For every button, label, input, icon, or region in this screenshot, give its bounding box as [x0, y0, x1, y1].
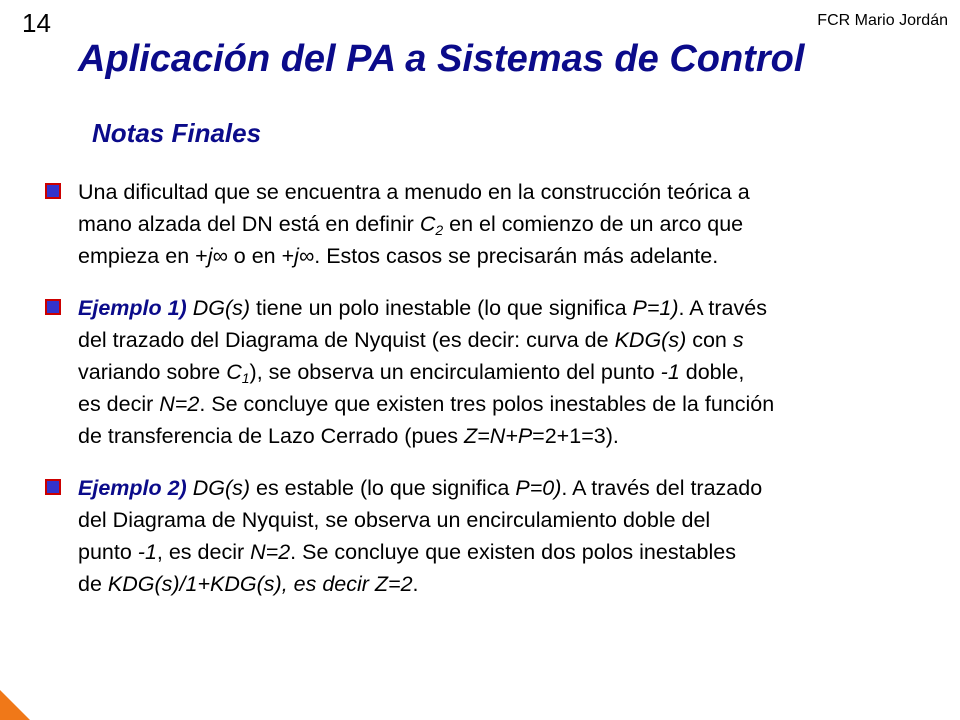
math-symbol: j∞ [207, 244, 228, 268]
bullet-line [78, 176, 950, 208]
text-run: del Diagrama de Nyquist, se observa un encirculamiento doble del [78, 508, 711, 532]
slide-subtitle: Notas Finales [92, 118, 262, 148]
bullet-item-1 [45, 176, 950, 272]
text-run: del trazado del Diagrama de Nyquist (es decir: curva de [78, 328, 615, 352]
bullet-line [78, 240, 950, 272]
text-run: Una dificultad que se encuentra a menudo en la construcción teórica a [78, 180, 750, 204]
math-expression: DG(s) [192, 476, 251, 500]
text-run: con [686, 328, 733, 352]
text-run: empieza en + [78, 244, 208, 268]
text-run: de transferencia de Lazo Cerrado (pues [78, 424, 465, 448]
bullet-line [78, 420, 950, 452]
text-run: . [412, 572, 419, 596]
text-run: de [78, 572, 108, 596]
text-run: en el comienzo de un arco que [443, 212, 744, 236]
square-bullet-icon [45, 479, 61, 495]
bullet-line [78, 568, 950, 600]
math-symbol: j∞ [294, 244, 315, 268]
bullet-line [78, 504, 950, 536]
text-run: . Se concluye que existen tres polos inestables de la función [199, 392, 775, 416]
math-expression: KDG(s)/1+KDG(s), es decir Z=2 [107, 572, 413, 596]
square-bullet-icon [45, 299, 61, 315]
text-run: es decir [78, 392, 160, 416]
bullet-item-3 [45, 472, 950, 600]
text-run: . A través [678, 296, 767, 320]
math-expression: KDG(s) [614, 328, 687, 352]
text-run: mano alzada del DN está en definir [78, 212, 420, 236]
text-run: . A través del trazado [561, 476, 763, 500]
math-expression: DG(s) [192, 296, 251, 320]
text-run: , es decir [156, 540, 251, 564]
math-symbol: C [226, 360, 242, 384]
corner-decoration [0, 690, 30, 720]
example-label: Ejemplo 2) [78, 476, 187, 500]
math-subscript: 2 [435, 222, 444, 238]
text-run: ), se observa un encirculamiento del punto [249, 360, 661, 384]
text-run: es estable (lo que significa [250, 476, 516, 500]
bullet-line [78, 472, 950, 504]
bullet-item-2 [45, 292, 950, 452]
square-bullet-icon [45, 183, 61, 199]
math-expression: -1 [137, 540, 157, 564]
bullet-line [78, 208, 950, 240]
text-run: tiene un polo inestable (lo que significa [250, 296, 633, 320]
bullet-line [78, 292, 950, 324]
math-expression: N=2 [159, 392, 200, 416]
slide-number: 14 [22, 8, 51, 38]
author-label: FCR Mario Jordán [817, 12, 948, 29]
text-run: doble, [679, 360, 745, 384]
math-expression: -1 [660, 360, 680, 384]
math-symbol: s [732, 328, 744, 352]
text-run: punto [78, 540, 138, 564]
slide-title: Aplicación del PA a Sistemas de Control [78, 38, 805, 80]
bullet-line [78, 356, 950, 388]
math-subscript: 1 [241, 370, 250, 386]
math-expression: Z=N+P [464, 424, 533, 448]
text-run: . Estos casos se precisarán más adelante. [314, 244, 719, 268]
text-run: =2+1=3). [532, 424, 619, 448]
math-expression: P=0) [515, 476, 562, 500]
bullet-line [78, 324, 950, 356]
bullet-line [78, 536, 950, 568]
math-expression: N=2 [250, 540, 291, 564]
math-symbol: C [419, 212, 436, 236]
text-run: variando sobre [78, 360, 227, 384]
example-label: Ejemplo 1) [78, 296, 187, 320]
bullet-line [78, 388, 950, 420]
math-expression: P=1) [632, 296, 679, 320]
text-run: o en + [227, 244, 295, 268]
bullet-list [45, 176, 950, 620]
text-run: . Se concluye que existen dos polos inestables [290, 540, 736, 564]
